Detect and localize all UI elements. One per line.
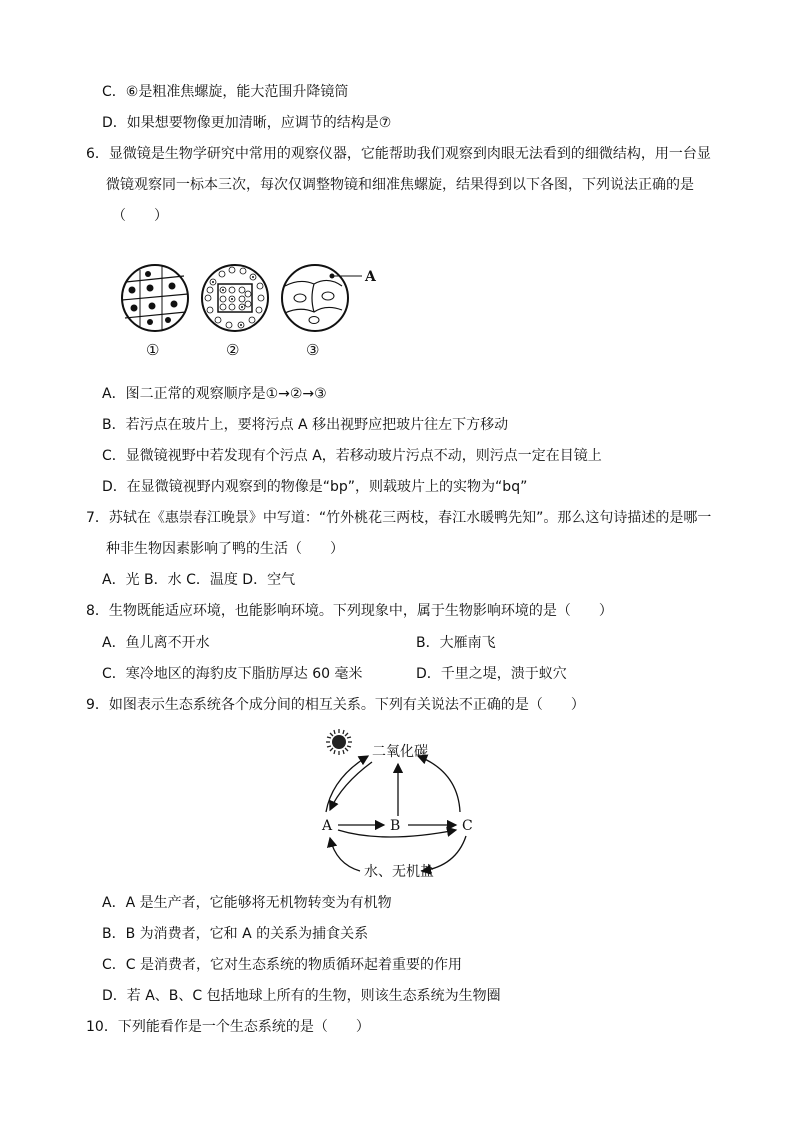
carbon-dioxide-label: 二氧化碳 (372, 744, 428, 760)
q6-option-b: B．若污点在玻片上，要将污点 A 移出视野应把玻片往左下方移动 (102, 417, 509, 433)
q6-option-d: D．在显微镜视野内观察到的物像是“bp”，则载玻片上的实物为“bq” (102, 479, 528, 495)
view-3-circle (282, 265, 362, 331)
q8-option-a: A．鱼儿离不开水 (102, 635, 210, 651)
q10-stem: 10．下列能看作是一个生态系统的是（ ） (86, 1019, 370, 1035)
sun-icon (326, 729, 352, 755)
view-1-label: ① (146, 341, 160, 359)
q6-stem-line2: 微镜观察同一标本三次，每次仅调整物镜和细准焦螺旋，结果得到以下各图，下列说法正确的是 (106, 177, 694, 193)
view-2-circle (202, 265, 268, 331)
arrow-water-to-a (330, 838, 360, 871)
arrow-c-to-co2 (418, 756, 460, 812)
q9-option-d: D．若 A、B、C 包括地球上所有的生物，则该生态系统为生物圈 (102, 988, 501, 1004)
q7-stem-line1: 7．苏轼在《惠崇春江晚景》中写道：“竹外桃花三两枝，春江水暖鸭先知”。那么这句诗描述的是哪一 (86, 510, 712, 526)
q8-option-d: D．千里之堤，溃于蚁穴 (416, 666, 567, 682)
node-b-label: B (390, 818, 401, 834)
q5-option-d: D．如果想要物像更加清晰，应调节的结构是⑦ (102, 115, 392, 131)
q9-option-b: B．B 为消费者，它和 A 的关系为捕食关系 (102, 926, 369, 942)
water-salt-label: 水、无机盐 (364, 864, 434, 880)
q7-options: A．光 B．水 C．温度 D．空气 (102, 572, 296, 588)
q6-answer-blank: （ ） (112, 208, 168, 224)
q8-stem: 8．生物既能适应环境，也能影响环境。下列现象中，属于生物影响环境的是（ ） (86, 603, 613, 619)
view-3-label: ③ (306, 341, 320, 359)
q8-option-b: B．大雁南飞 (416, 635, 496, 651)
q6-stem-line1: 6．显微镜是生物学研究中常用的观察仪器，它能帮助我们观察到肉眼无法看到的细微结构，用一台显 (86, 146, 711, 162)
q6-option-a: A．图二正常的观察顺序是①→②→③ (102, 386, 327, 402)
q9-option-a: A．A 是生产者，它能够将无机物转变为有机物 (102, 895, 392, 911)
node-c-label: C (462, 818, 473, 834)
view-1-circle (122, 265, 188, 331)
dirt-spot-a (330, 274, 335, 279)
q6-option-c: C．显微镜视野中若发现有个污点 A，若移动玻片污点不动，则污点一定在目镜上 (102, 448, 602, 464)
q5-option-c: C．⑥是粗准焦螺旋，能大范围升降镜筒 (102, 84, 349, 100)
q8-option-c: C．寒冷地区的海豹皮下脂肪厚达 60 毫米 (102, 666, 363, 682)
node-a-label: A (322, 818, 333, 834)
marker-a-label: A (365, 269, 376, 285)
q9-stem: 9．如图表示生态系统各个成分间的相互关系。下列有关说法不正确的是（ ） (86, 697, 585, 713)
q7-stem-line2: 种非生物因素影响了鸭的生活（ ） (106, 541, 344, 557)
microscope-views-figure (110, 258, 390, 363)
q9-option-c: C．C 是消费者，它对生态系统的物质循环起着重要的作用 (102, 957, 462, 973)
ecosystem-diagram (310, 726, 485, 884)
view-2-label: ② (226, 341, 240, 359)
